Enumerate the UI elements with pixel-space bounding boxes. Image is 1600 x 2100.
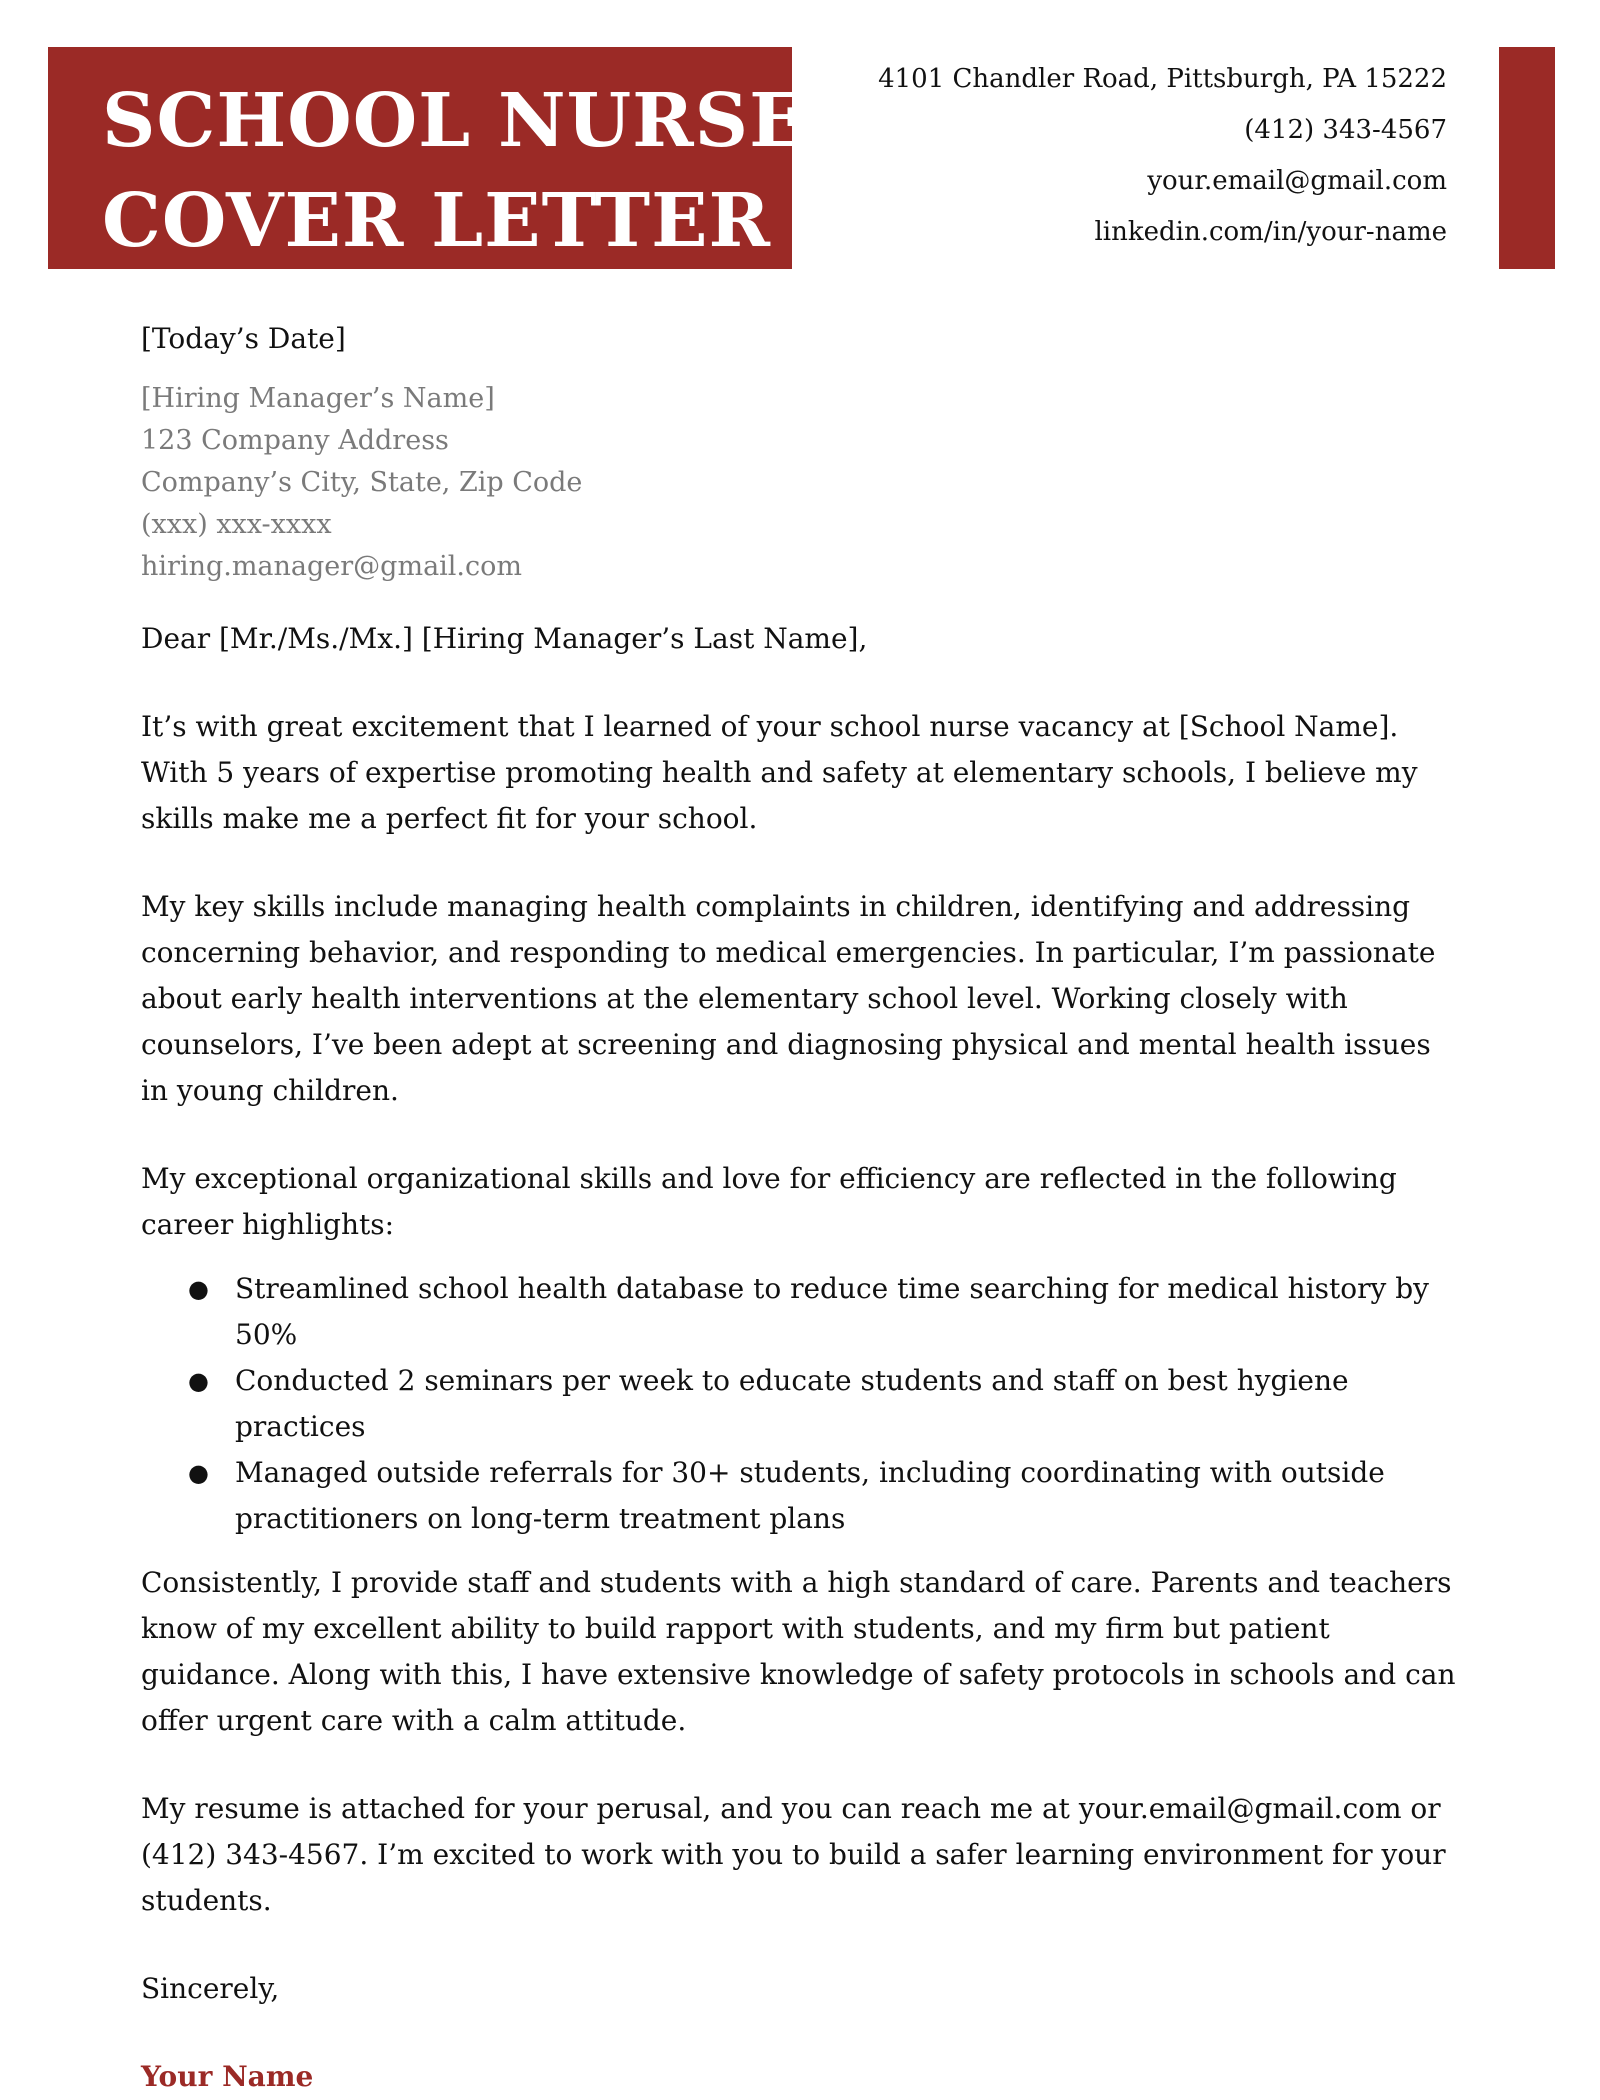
recipient-address: 123 Company Address bbox=[141, 425, 449, 456]
paragraph-intro: It’s with great excitement that I learned of your school nurse vacancy at [School Name]. With 5 years of expertise promoting health and safety at elementary schools, I believe my skills make me a perfect fit for your school. bbox=[141, 710, 1418, 835]
paragraph-care: Consistently, I provide staff and students with a high standard of care. Parents and teachers know of my excellent ability to build rapport with students, and my firm but patient guidance. Along with this, I have extensive knowledge of safety protocols in schools and can offer urgent care with a calm attitude. bbox=[141, 1566, 1456, 1737]
accent-bar bbox=[1499, 47, 1555, 269]
letter-date: [Today’s Date] bbox=[141, 322, 346, 355]
contact-linkedin[interactable]: linkedin.com/in/your-name bbox=[1094, 217, 1447, 247]
recipient-block bbox=[141, 378, 1461, 588]
contact-email[interactable]: your.email@gmail.com bbox=[1147, 166, 1447, 196]
recipient-phone: (xxx) xxx-xxxx bbox=[141, 509, 332, 540]
bullet-icon: ● bbox=[188, 1459, 209, 1487]
bullet-icon: ● bbox=[188, 1367, 209, 1395]
contact-phone: (412) 343-4567 bbox=[1244, 115, 1447, 145]
letter-body bbox=[141, 316, 1461, 2100]
list-item bbox=[141, 1358, 1461, 1450]
list-item bbox=[141, 1450, 1461, 1542]
highlight-text: Managed outside referrals for 30+ students, including coordinating with outside practitioners on long-term treatment plans bbox=[235, 1456, 1385, 1535]
highlight-text: Conducted 2 seminars per week to educate students and staff on best hygiene practices bbox=[235, 1364, 1349, 1443]
recipient-city: Company’s City, State, Zip Code bbox=[141, 467, 583, 498]
signoff: Sincerely, bbox=[141, 1972, 280, 2005]
paragraph-highlights-intro: My exceptional organizational skills and love for efficiency are reflected in the following career highlights: bbox=[141, 1162, 1397, 1241]
highlights-list bbox=[141, 1266, 1461, 1542]
title-line-1: SCHOOL NURSE bbox=[102, 78, 807, 164]
signature-name: Your Name bbox=[141, 2060, 314, 2093]
paragraph-closing: My resume is attached for your perusal, and you can reach me at your.email@gmail.com or (412) 343-4567. I’m excited to work with you to build a safer learning environment for your students. bbox=[141, 1792, 1446, 1917]
title-line-2: COVER LETTER bbox=[102, 178, 771, 264]
paragraph-skills: My key skills include managing health complaints in children, identifying and addressing concerning behavior, and responding to medical emergencies. In particular, I’m passionate about early health interventions at the elementary school level. Working closely with counselors, I’ve been adept at screening and diagnosing physical and mental health issues in young children. bbox=[141, 890, 1436, 1107]
recipient-email: hiring.manager@gmail.com bbox=[141, 551, 522, 582]
list-item bbox=[141, 1266, 1461, 1358]
bullet-icon: ● bbox=[188, 1275, 209, 1303]
title-banner bbox=[48, 47, 807, 269]
contact-info bbox=[878, 54, 1447, 258]
recipient-name: [Hiring Manager’s Name] bbox=[141, 383, 495, 414]
contact-address: 4101 Chandler Road, Pittsburgh, PA 15222 bbox=[878, 64, 1447, 94]
highlight-text: Streamlined school health database to reduce time searching for medical history by 50% bbox=[235, 1272, 1429, 1351]
salutation: Dear [Mr./Ms./Mx.] [Hiring Manager’s Last Name], bbox=[141, 622, 868, 655]
